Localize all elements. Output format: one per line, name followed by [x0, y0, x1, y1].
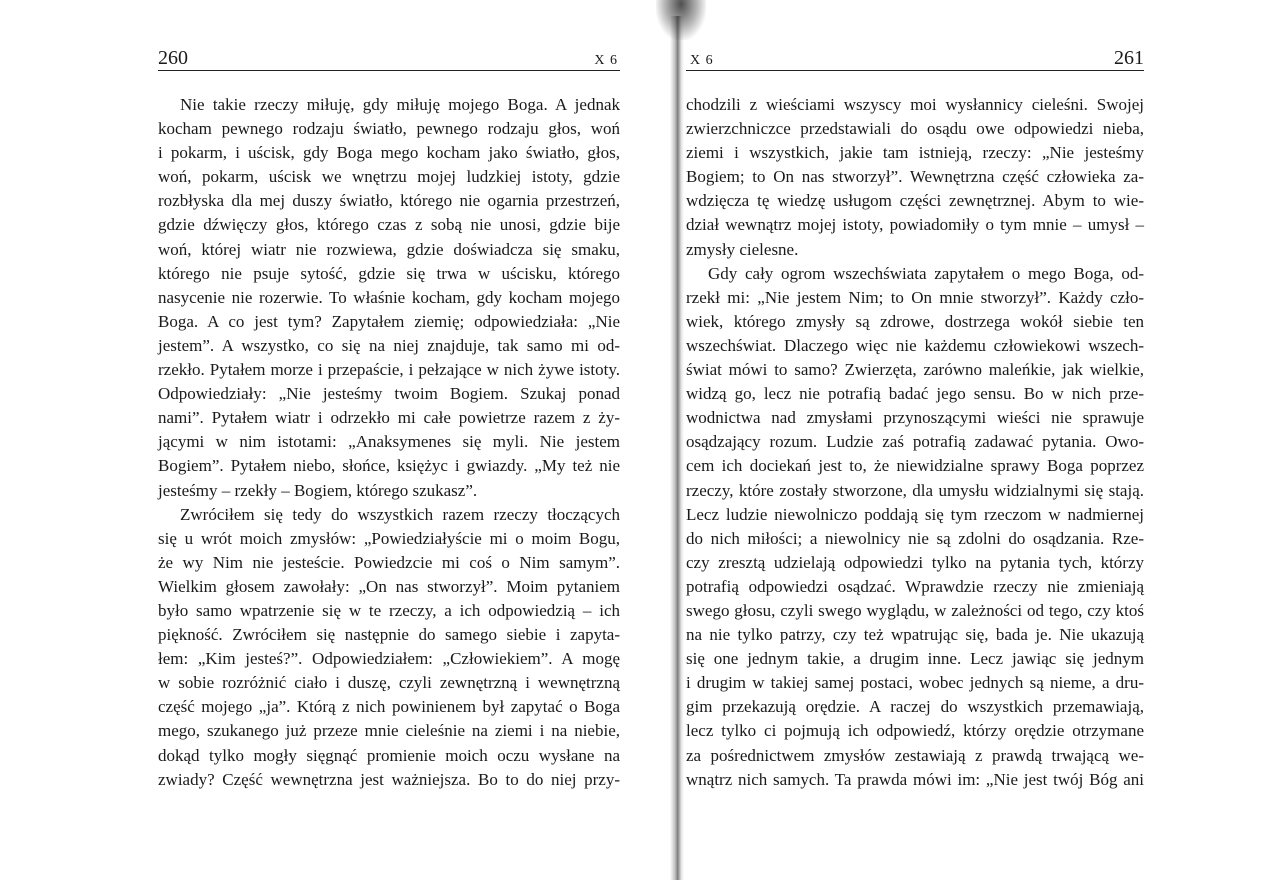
- right-page-header: [686, 46, 1144, 70]
- text-line: nami”. Pytałem wiatr i odrzekło mi całe powietrze razem z ży-: [158, 408, 620, 428]
- text-line: ziemi i wszystkich, jakie tam istnieją, rzeczy: „Nie jesteśmy: [686, 143, 1144, 163]
- text-line: lecz tylko ci pojmują ich odpowiedź, którzy orędzie otrzymane: [686, 721, 1144, 741]
- text-line: zwiady? Część wewnętrzna jest ważniejsza. Bo to do niej przy-: [158, 769, 620, 789]
- text-line: się u wrót moich zmysłów: „Powiedziałyście mi o moim Bogu,: [158, 528, 620, 548]
- text-line: czy zresztą udzielają odpowiedzi tylko na pytania tych, którzy: [686, 552, 1144, 572]
- right-page: [686, 0, 1144, 894]
- text-line: Odpowiedziały: „Nie jesteśmy twoim Bogiem. Szukaj ponad: [158, 384, 620, 404]
- text-line: Gdy cały ogrom wszechświata zapytałem o mego Boga, od-: [708, 263, 1144, 283]
- text-line: nasycenie nie rozerwie. To właśnie kocham, gdy kocham mojego: [158, 287, 620, 307]
- left-header-rule: [158, 70, 620, 71]
- text-line: swego głosu, czyli swego wyglądu, w zależności od tego, czy ktoś: [686, 600, 1144, 620]
- text-line: rzeczy, które zostały stworzone, dla umysłu widzialnymi się stają.: [686, 480, 1144, 500]
- text-line: Lecz ludzie niewolniczo poddają się tym rzeczom w nadmiernej: [686, 504, 1144, 524]
- text-line: do nich miłości; a niewolnicy nie są zdolni do osądzania. Rze-: [686, 528, 1144, 548]
- text-line: woń, której wiatr nie rozwiewa, gdzie doświadcza się smaku,: [158, 239, 620, 259]
- text-line: Boga. A co jest tym? Zapytałem ziemię; odpowiedziała: „Nie: [158, 311, 620, 331]
- text-line: jesteśmy – rzekły – Bogiem, którego szukasz”.: [158, 480, 478, 500]
- right-header-rule: [686, 70, 1144, 71]
- text-line: wiek, którego zmysły są zdrowe, dostrzega wokół siebie ten: [686, 311, 1144, 331]
- text-line: zmysły cielesne.: [686, 239, 799, 259]
- text-line: wszechświat. Dlaczego więc nie każdemu człowiekowi wszech-: [686, 335, 1144, 355]
- text-line: piękność. Zwróciłem się następnie do samego siebie i zapyta-: [158, 625, 620, 645]
- text-line: rozbłyska dla mej duszy światło, którego nie ogarnia przestrzeń,: [158, 191, 620, 211]
- text-line: dokąd tylko mogły sięgnąć promienie moich oczu wysłane na: [158, 745, 620, 765]
- right-page-text: [686, 93, 1144, 792]
- text-line: w sobie rozróżnić ciało i duszę, czyli zewnętrzną i wewnętrzną: [158, 673, 620, 693]
- text-line: potrafią odpowiedzi osądzać. Wprawdzie rzeczy nie zmieniają: [686, 576, 1144, 596]
- text-line: gim przekazują orędzie. A raczej do wszystkich przemawiają,: [686, 697, 1144, 717]
- text-line: się one jednym takie, a drugim inne. Lecz jawiąc się jednym: [686, 649, 1144, 669]
- book-gutter: [650, 0, 690, 894]
- left-page-number: 260: [158, 47, 188, 69]
- gutter-shadow: [670, 16, 684, 880]
- text-line: Wielkim głosem zawołały: „On nas stworzył”. Moim pytaniem: [158, 576, 620, 596]
- left-page-text: [158, 93, 620, 792]
- right-running-head: X 6: [690, 53, 714, 68]
- text-line: kocham pewnego rodzaju światło, pewnego rodzaju głos, woń: [158, 119, 620, 139]
- text-line: za pośrednictwem zmysłów zestawiają z prawdą trwającą we-: [686, 745, 1144, 765]
- text-line: którego nie psuje sytość, gdzie się trwa w uścisku, którego: [158, 263, 620, 283]
- left-running-head: X 6: [594, 53, 618, 68]
- text-line: łem: „Kim jesteś?”. Odpowiedziałem: „Człowiekiem”. A mogę: [158, 649, 620, 669]
- text-line: wnątrz nich samych. Ta prawda mówi im: „Nie jest twój Bóg ani: [686, 769, 1144, 789]
- text-line: rzekło. Pytałem morze i przepaście, i pełzające w nich żywe istoty.: [158, 360, 620, 380]
- left-page: [158, 0, 620, 894]
- text-line: że wy Nim nie jesteście. Powiedzcie mi coś o Nim samym”.: [158, 552, 620, 572]
- text-line: osądzający rozum. Ludzie zaś potrafią zadawać pytania. Owo-: [686, 432, 1144, 452]
- text-line: i drugim w takiej samej postaci, wobec jednych są nieme, a dru-: [686, 673, 1144, 693]
- text-line: cem ich dociekań jest to, że niewidzialne sprawy Boga poprzez: [686, 456, 1144, 476]
- text-line: Nie takie rzeczy miłuję, gdy miłuję mojego Boga. A jednak: [180, 95, 620, 114]
- text-line: wodnictwa nad zmysłami przynoszącymi wieści nie sprawuje: [686, 408, 1144, 428]
- text-line: część mojego „ja”. Którą z nich powinienem był zapytać o Boga: [158, 697, 620, 717]
- text-line: jestem”. A wszystko, co się na niej znajduje, tak samo mi od-: [158, 335, 620, 355]
- text-line: i pokarm, i uścisk, gdy Boga mego kocham jako światło, głos,: [158, 143, 620, 163]
- text-line: zwierzchniczce przedstawiali do osądu owe odpowiedzi nieba,: [686, 119, 1144, 139]
- text-line: jącymi w nim istotami: „Anaksymenes się myli. Nie jestem: [158, 432, 620, 452]
- left-page-header: [158, 46, 620, 70]
- text-line: rzekł mi: „Nie jestem Nim; to On mnie stworzył”. Każdy czło-: [686, 287, 1144, 307]
- right-page-number: 261: [1114, 47, 1144, 69]
- text-line: Zwróciłem się tedy do wszystkich razem rzeczy tłoczących: [180, 504, 620, 524]
- text-line: dział wewnątrz mojej istoty, powiadomiły o tym mnie – umysł –: [686, 215, 1144, 235]
- text-line: gdzie dźwięczy głos, którego czas z sobą nie unosi, gdzie bije: [158, 215, 620, 235]
- text-line: wdzięcza tę wiedzę usługom części zewnętrznej. Abym to wie-: [686, 191, 1144, 211]
- text-line: Bogiem; to On nas stworzył”. Wewnętrzna część człowieka za-: [686, 167, 1144, 187]
- text-line: świat mówi to samo? Zwierzęta, zarówno maleńkie, jak wielkie,: [686, 360, 1144, 380]
- text-line: chodzili z wieściami wszyscy moi wysłannicy cieleśni. Swojej: [686, 95, 1144, 114]
- text-line: było samo wpatrzenie się w te rzeczy, a ich odpowiedzią – ich: [158, 600, 620, 620]
- text-line: mego, szukanego już przeze mnie cieleśnie na ziemi i na niebie,: [158, 721, 620, 741]
- text-line: Bogiem”. Pytałem niebo, słońce, księżyc i gwiazdy. „My też nie: [158, 456, 620, 476]
- text-line: na nie tylko patrzy, czy też wpatrując się, bada je. Nie ukazują: [686, 625, 1144, 645]
- text-line: widzą go, lecz nie potrafią badać jego sensu. Bo w nich prze-: [686, 384, 1144, 404]
- text-line: woń, pokarm, uścisk we wnętrzu mojej ludzkiej istoty, gdzie: [158, 167, 620, 187]
